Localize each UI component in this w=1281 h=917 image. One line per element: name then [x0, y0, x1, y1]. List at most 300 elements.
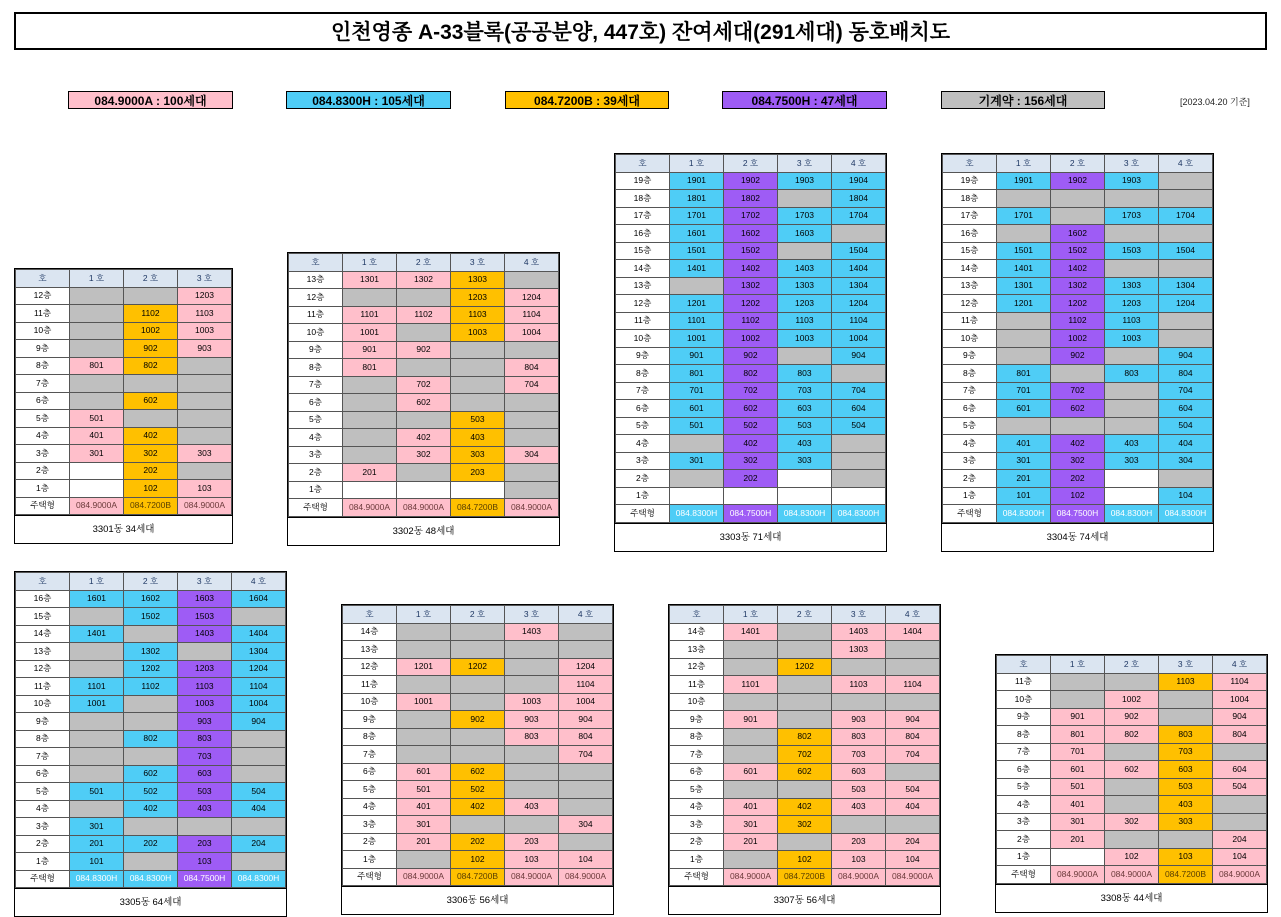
unit-cell: 403 — [832, 798, 886, 816]
floor-label: 7층 — [16, 748, 70, 766]
empty-cell — [178, 392, 232, 410]
floor-label: 4층 — [16, 427, 70, 445]
unit-cell: 504 — [832, 417, 886, 435]
floor-label: 3층 — [16, 445, 70, 463]
floor-label: 8층 — [16, 730, 70, 748]
unit-cell: 1101 — [343, 306, 397, 324]
unit-table — [288, 253, 559, 517]
unit-cell: 403 — [778, 435, 832, 453]
unit-cell: 903 — [832, 711, 886, 729]
unit-cell: 501 — [670, 417, 724, 435]
floor-label: 10층 — [943, 330, 997, 348]
unit-cell: 1502 — [124, 608, 178, 626]
unit-cell: 503 — [778, 417, 832, 435]
building-caption: 3303동 71세대 — [615, 523, 886, 551]
floor-label: 13층 — [289, 271, 343, 289]
housing-type-cell: 084.7200B — [451, 499, 505, 517]
floor-row — [343, 693, 613, 711]
unit-cell: 902 — [124, 340, 178, 358]
column-header-ho: 호 — [16, 270, 70, 288]
column-header: 4 호 — [559, 606, 613, 624]
unit-cell: 1704 — [1159, 207, 1213, 225]
empty-cell — [451, 394, 505, 412]
empty-cell — [397, 324, 451, 342]
unit-cell: 301 — [70, 818, 124, 836]
empty-cell — [124, 713, 178, 731]
unit-cell: 601 — [670, 400, 724, 418]
floor-row — [16, 835, 286, 853]
empty-cell — [1105, 487, 1159, 505]
unit-cell: 1203 — [178, 287, 232, 305]
housing-type-cell: 084.8300H — [232, 870, 286, 888]
building-3304 — [941, 153, 1214, 552]
column-header-ho: 호 — [616, 155, 670, 173]
unit-cell: 1702 — [724, 207, 778, 225]
floor-label: 11층 — [16, 678, 70, 696]
building-3301 — [14, 268, 233, 544]
empty-cell — [1051, 417, 1105, 435]
empty-cell — [505, 271, 559, 289]
housing-type-cell: 084.9000A — [505, 868, 559, 886]
unit-cell: 1102 — [124, 678, 178, 696]
column-header: 3 호 — [178, 270, 232, 288]
floor-label: 1층 — [997, 848, 1051, 866]
floor-row — [16, 480, 232, 498]
floor-row — [343, 763, 613, 781]
unit-cell: 204 — [886, 833, 940, 851]
empty-cell — [232, 730, 286, 748]
empty-cell — [1159, 708, 1213, 726]
empty-cell — [397, 289, 451, 307]
unit-cell: 1203 — [1105, 295, 1159, 313]
unit-cell: 604 — [1213, 761, 1267, 779]
empty-cell — [1105, 778, 1159, 796]
floor-row — [997, 761, 1267, 779]
unit-cell: 301 — [1051, 813, 1105, 831]
floor-row — [670, 851, 940, 869]
unit-cell: 1703 — [1105, 207, 1159, 225]
unit-cell: 303 — [778, 452, 832, 470]
unit-cell: 1501 — [997, 242, 1051, 260]
empty-cell — [70, 765, 124, 783]
unit-cell: 503 — [178, 783, 232, 801]
floor-row — [943, 435, 1213, 453]
unit-cell: 1403 — [832, 623, 886, 641]
empty-cell — [178, 643, 232, 661]
unit-cell: 603 — [778, 400, 832, 418]
housing-type-cell: 084.9000A — [559, 868, 613, 886]
unit-cell: 103 — [178, 480, 232, 498]
empty-cell — [505, 641, 559, 659]
empty-cell — [724, 851, 778, 869]
unit-cell: 1203 — [451, 289, 505, 307]
unit-cell: 1902 — [1051, 172, 1105, 190]
column-header: 2 호 — [778, 606, 832, 624]
floor-label: 6층 — [16, 392, 70, 410]
empty-cell — [397, 728, 451, 746]
unit-cell: 302 — [397, 446, 451, 464]
unit-cell: 302 — [1051, 452, 1105, 470]
floor-label: 19층 — [616, 172, 670, 190]
floor-label: 1층 — [343, 851, 397, 869]
unit-cell: 204 — [232, 835, 286, 853]
unit-cell: 702 — [724, 382, 778, 400]
floor-row — [16, 340, 232, 358]
empty-cell — [451, 728, 505, 746]
housing-type-cell: 084.7200B — [124, 497, 178, 515]
empty-cell — [397, 481, 451, 499]
housing-type-row — [997, 866, 1267, 884]
unit-cell: 902 — [1105, 708, 1159, 726]
floor-label: 7층 — [343, 746, 397, 764]
floor-label: 17층 — [616, 207, 670, 225]
floor-label: 8층 — [943, 365, 997, 383]
unit-cell: 1003 — [178, 695, 232, 713]
unit-cell: 802 — [124, 357, 178, 375]
floor-label: 12층 — [343, 658, 397, 676]
floor-label: 11층 — [289, 306, 343, 324]
unit-cell: 1204 — [832, 295, 886, 313]
housing-type-label: 주택형 — [16, 497, 70, 515]
floor-row — [943, 172, 1213, 190]
unit-cell: 1704 — [832, 207, 886, 225]
unit-cell: 1903 — [778, 172, 832, 190]
floor-label: 9층 — [289, 341, 343, 359]
unit-table — [942, 154, 1213, 523]
building-3307 — [668, 604, 941, 915]
unit-cell: 1303 — [778, 277, 832, 295]
floor-label: 4층 — [670, 798, 724, 816]
unit-cell: 101 — [997, 487, 1051, 505]
empty-cell — [832, 452, 886, 470]
unit-cell: 1603 — [778, 225, 832, 243]
unit-cell: 601 — [997, 400, 1051, 418]
housing-type-cell: 084.9000A — [397, 868, 451, 886]
floor-label: 2층 — [943, 470, 997, 488]
unit-cell: 1102 — [724, 312, 778, 330]
empty-cell — [832, 816, 886, 834]
empty-cell — [232, 818, 286, 836]
floor-row — [289, 446, 559, 464]
empty-cell — [1105, 225, 1159, 243]
column-header: 2 호 — [724, 155, 778, 173]
column-header-ho: 호 — [343, 606, 397, 624]
floor-label: 9층 — [670, 711, 724, 729]
column-header-ho: 호 — [943, 155, 997, 173]
floor-row — [997, 708, 1267, 726]
unit-cell: 1302 — [724, 277, 778, 295]
floor-row — [289, 271, 559, 289]
unit-cell: 503 — [832, 781, 886, 799]
unit-cell: 804 — [505, 359, 559, 377]
legend-contracted: 기계약 : 156세대 — [941, 91, 1105, 109]
unit-cell: 1304 — [832, 277, 886, 295]
empty-cell — [505, 481, 559, 499]
unit-cell: 1003 — [505, 693, 559, 711]
unit-cell: 504 — [232, 783, 286, 801]
floor-row — [616, 260, 886, 278]
floor-row — [16, 305, 232, 323]
housing-type-label: 주택형 — [997, 866, 1051, 884]
unit-cell: 301 — [997, 452, 1051, 470]
housing-type-cell: 084.9000A — [505, 499, 559, 517]
empty-cell — [124, 410, 178, 428]
floor-label: 10층 — [997, 691, 1051, 709]
floor-label: 5층 — [616, 417, 670, 435]
unit-cell: 1104 — [832, 312, 886, 330]
building-3302 — [287, 252, 560, 546]
unit-table — [615, 154, 886, 523]
unit-cell: 602 — [397, 394, 451, 412]
floor-label: 4층 — [16, 800, 70, 818]
empty-cell — [232, 853, 286, 871]
empty-cell — [178, 427, 232, 445]
unit-table — [669, 605, 940, 886]
floor-label: 6층 — [670, 763, 724, 781]
floor-row — [16, 643, 286, 661]
empty-cell — [997, 330, 1051, 348]
unit-cell: 301 — [70, 445, 124, 463]
column-header: 3 호 — [451, 254, 505, 272]
unit-cell: 1302 — [397, 271, 451, 289]
unit-cell: 102 — [1051, 487, 1105, 505]
floor-row — [616, 365, 886, 383]
unit-cell: 1204 — [1159, 295, 1213, 313]
unit-cell: 604 — [1159, 400, 1213, 418]
floor-label: 12층 — [289, 289, 343, 307]
unit-cell: 1902 — [724, 172, 778, 190]
unit-cell: 1003 — [178, 322, 232, 340]
housing-type-cell: 084.7200B — [451, 868, 505, 886]
floor-row — [289, 429, 559, 447]
unit-cell: 103 — [505, 851, 559, 869]
unit-cell: 1202 — [451, 658, 505, 676]
empty-cell — [505, 429, 559, 447]
floor-row — [997, 831, 1267, 849]
unit-cell: 303 — [1159, 813, 1213, 831]
floor-row — [289, 289, 559, 307]
unit-cell: 902 — [1051, 347, 1105, 365]
floor-row — [16, 783, 286, 801]
unit-cell: 1402 — [1051, 260, 1105, 278]
empty-cell — [70, 800, 124, 818]
floor-row — [289, 359, 559, 377]
floor-label: 10층 — [16, 322, 70, 340]
unit-cell: 501 — [70, 783, 124, 801]
housing-type-label: 주택형 — [16, 870, 70, 888]
floor-row — [343, 711, 613, 729]
column-header: 4 호 — [1213, 656, 1267, 674]
floor-row — [16, 287, 232, 305]
empty-cell — [343, 289, 397, 307]
floor-row — [16, 730, 286, 748]
unit-cell: 801 — [670, 365, 724, 383]
floor-row — [943, 260, 1213, 278]
unit-cell: 1204 — [505, 289, 559, 307]
unit-cell: 602 — [124, 765, 178, 783]
empty-cell — [505, 676, 559, 694]
empty-cell — [778, 487, 832, 505]
empty-cell — [1051, 848, 1105, 866]
unit-cell: 703 — [178, 748, 232, 766]
floor-label: 14층 — [670, 623, 724, 641]
unit-cell: 104 — [1159, 487, 1213, 505]
unit-cell: 1103 — [178, 305, 232, 323]
column-header-ho: 호 — [670, 606, 724, 624]
unit-cell: 702 — [1051, 382, 1105, 400]
unit-cell: 401 — [70, 427, 124, 445]
unit-cell: 1104 — [559, 676, 613, 694]
empty-cell — [178, 357, 232, 375]
unit-cell: 804 — [1213, 726, 1267, 744]
unit-cell: 904 — [886, 711, 940, 729]
unit-cell: 1601 — [670, 225, 724, 243]
unit-cell: 1201 — [670, 295, 724, 313]
unit-cell: 1202 — [1051, 295, 1105, 313]
legend-type-a: 084.9000A : 100세대 — [68, 91, 233, 109]
unit-cell: 403 — [451, 429, 505, 447]
empty-cell — [724, 487, 778, 505]
unit-cell: 902 — [724, 347, 778, 365]
floor-label: 2층 — [289, 464, 343, 482]
floor-label: 7층 — [670, 746, 724, 764]
unit-cell: 501 — [1051, 778, 1105, 796]
empty-cell — [124, 695, 178, 713]
empty-cell — [670, 470, 724, 488]
housing-type-row — [16, 870, 286, 888]
floor-label: 18층 — [943, 190, 997, 208]
unit-cell: 502 — [724, 417, 778, 435]
floor-row — [16, 608, 286, 626]
floor-row — [343, 623, 613, 641]
floor-label: 8층 — [289, 359, 343, 377]
unit-cell: 1404 — [886, 623, 940, 641]
unit-cell: 1804 — [832, 190, 886, 208]
empty-cell — [232, 748, 286, 766]
floor-label: 13층 — [670, 641, 724, 659]
unit-cell: 301 — [670, 452, 724, 470]
floor-label: 14층 — [16, 625, 70, 643]
unit-cell: 301 — [397, 816, 451, 834]
floor-label: 4층 — [343, 798, 397, 816]
unit-cell: 203 — [832, 833, 886, 851]
floor-label: 16층 — [616, 225, 670, 243]
unit-cell: 1003 — [1105, 330, 1159, 348]
floor-row — [289, 306, 559, 324]
unit-cell: 1401 — [670, 260, 724, 278]
header-row — [289, 254, 559, 272]
unit-cell: 803 — [832, 728, 886, 746]
floor-row — [943, 330, 1213, 348]
unit-cell: 802 — [1105, 726, 1159, 744]
unit-cell: 901 — [343, 341, 397, 359]
empty-cell — [1105, 260, 1159, 278]
unit-cell: 1201 — [997, 295, 1051, 313]
empty-cell — [1159, 190, 1213, 208]
column-header: 1 호 — [724, 606, 778, 624]
unit-cell: 201 — [343, 464, 397, 482]
floor-label: 18층 — [616, 190, 670, 208]
unit-cell: 202 — [124, 835, 178, 853]
empty-cell — [505, 341, 559, 359]
unit-cell: 603 — [832, 763, 886, 781]
unit-cell: 204 — [1213, 831, 1267, 849]
unit-cell: 201 — [70, 835, 124, 853]
empty-cell — [70, 392, 124, 410]
unit-cell: 302 — [778, 816, 832, 834]
unit-cell: 1202 — [124, 660, 178, 678]
unit-cell: 1201 — [397, 658, 451, 676]
column-header: 3 호 — [832, 606, 886, 624]
floor-row — [343, 798, 613, 816]
floor-row — [943, 417, 1213, 435]
empty-cell — [397, 623, 451, 641]
unit-cell: 802 — [778, 728, 832, 746]
unit-cell: 902 — [451, 711, 505, 729]
unit-cell: 1503 — [178, 608, 232, 626]
unit-cell: 103 — [178, 853, 232, 871]
floor-row — [616, 487, 886, 505]
floor-label: 11층 — [943, 312, 997, 330]
unit-cell: 1403 — [505, 623, 559, 641]
column-header: 4 호 — [505, 254, 559, 272]
empty-cell — [1105, 673, 1159, 691]
empty-cell — [70, 322, 124, 340]
legend-type-b: 084.7200B : 39세대 — [505, 91, 669, 109]
unit-cell: 201 — [724, 833, 778, 851]
building-3303 — [614, 153, 887, 552]
housing-type-row — [943, 505, 1213, 523]
unit-table — [342, 605, 613, 886]
floor-label: 13층 — [343, 641, 397, 659]
unit-cell: 903 — [178, 713, 232, 731]
unit-cell: 1001 — [397, 693, 451, 711]
unit-cell: 1404 — [832, 260, 886, 278]
floor-row — [616, 207, 886, 225]
unit-cell: 602 — [124, 392, 178, 410]
column-header: 1 호 — [70, 573, 124, 591]
floor-label: 6층 — [943, 400, 997, 418]
empty-cell — [451, 641, 505, 659]
unit-cell: 704 — [505, 376, 559, 394]
unit-cell: 403 — [1159, 796, 1213, 814]
floor-row — [997, 726, 1267, 744]
floor-row — [343, 676, 613, 694]
unit-cell: 1601 — [70, 590, 124, 608]
unit-cell: 401 — [724, 798, 778, 816]
unit-cell: 203 — [505, 833, 559, 851]
empty-cell — [1213, 813, 1267, 831]
unit-cell: 1102 — [397, 306, 451, 324]
housing-type-cell: 084.9000A — [1213, 866, 1267, 884]
floor-row — [289, 464, 559, 482]
empty-cell — [724, 746, 778, 764]
empty-cell — [451, 746, 505, 764]
floor-row — [943, 207, 1213, 225]
column-header: 3 호 — [1159, 656, 1213, 674]
floor-label: 1층 — [16, 853, 70, 871]
floor-label: 4층 — [289, 429, 343, 447]
housing-type-cell: 084.7500H — [178, 870, 232, 888]
floor-label: 10층 — [343, 693, 397, 711]
floor-label: 12층 — [16, 660, 70, 678]
floor-label: 4층 — [943, 435, 997, 453]
empty-cell — [451, 676, 505, 694]
floor-label: 15층 — [16, 608, 70, 626]
column-header: 4 호 — [886, 606, 940, 624]
unit-cell: 501 — [70, 410, 124, 428]
floor-label: 1층 — [616, 487, 670, 505]
